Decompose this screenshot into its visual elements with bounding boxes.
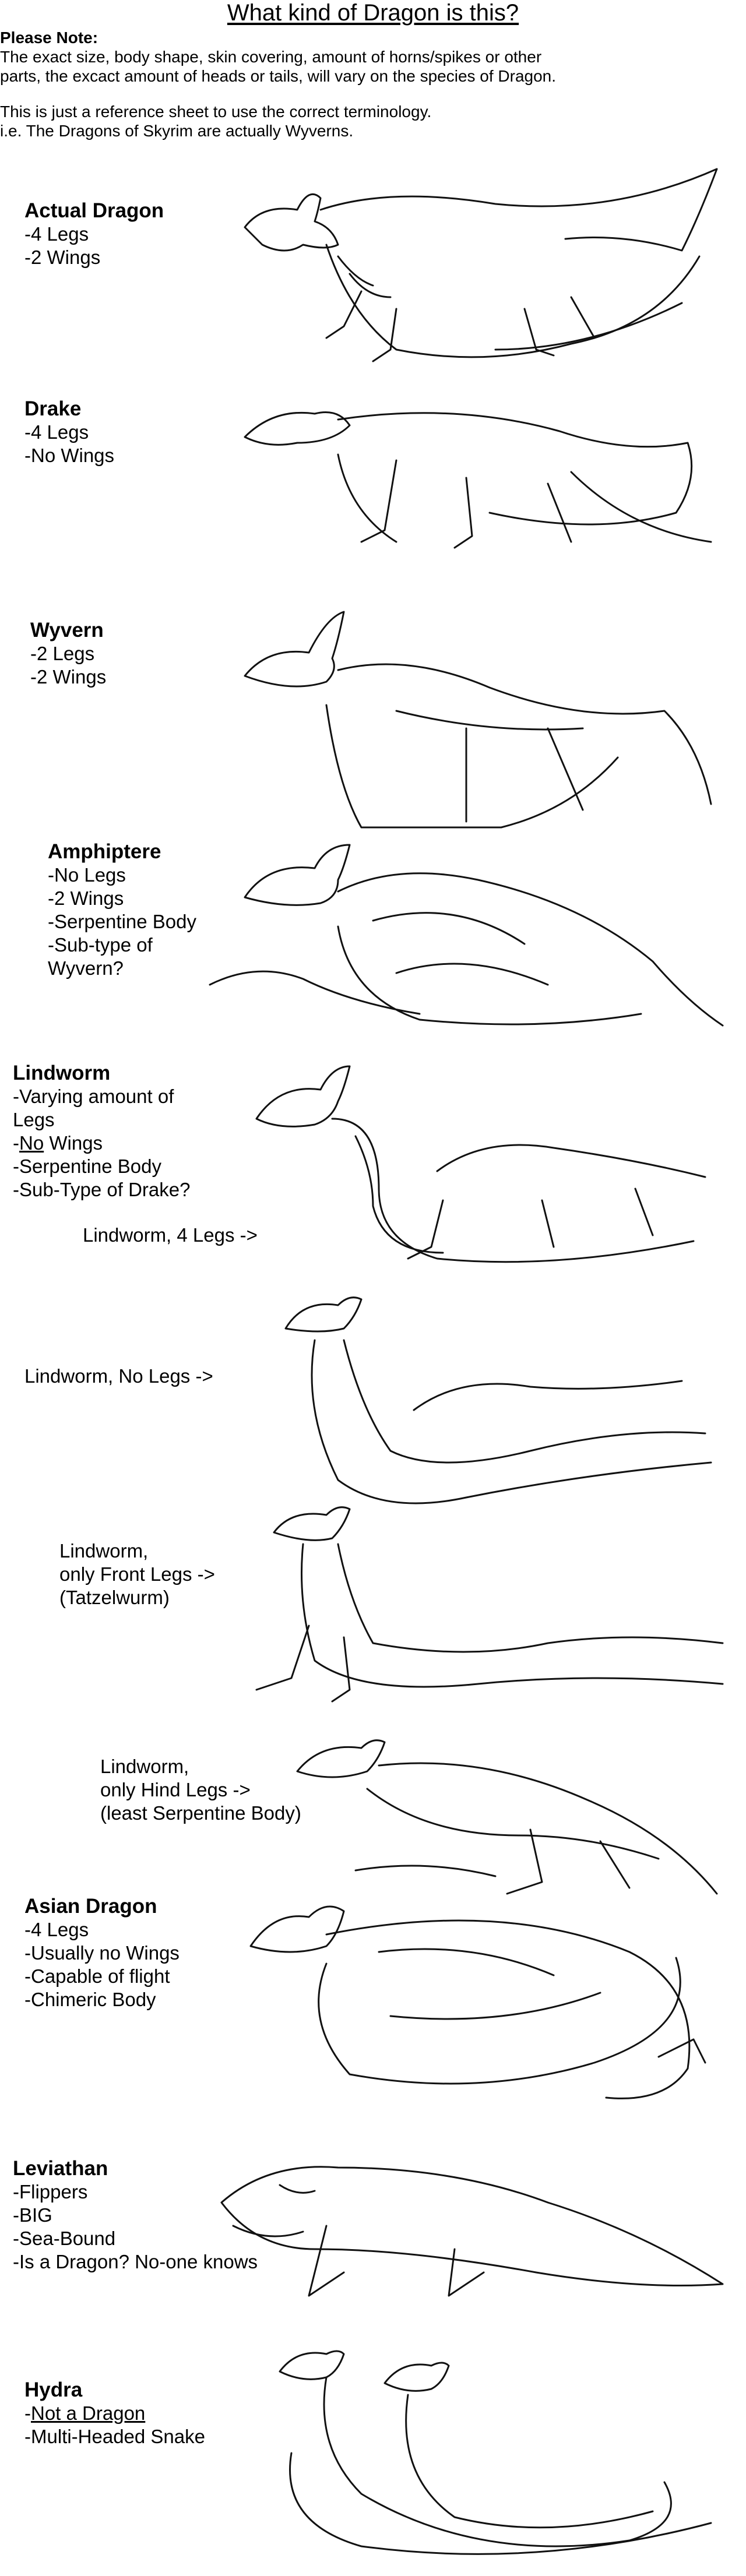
note-heading: Please Note:: [0, 29, 98, 47]
entry-trait: Wyvern?: [48, 957, 124, 979]
entry-trait: -Capable of flight: [24, 1965, 170, 1987]
note-line: parts, the excact amount of heads or tails, will vary on the species of Dragon.: [0, 67, 557, 85]
entry-amphiptere: [48, 840, 196, 980]
caption-lindworm-hind-legs: Lindworm, only Hind Legs -> (least Serpentine Body): [100, 1756, 301, 1824]
note-line: The exact size, body shape, skin covering, amount of horns/spikes or other: [0, 48, 542, 66]
entry-trait: -Sub-type of: [48, 934, 153, 956]
note-section: [0, 28, 734, 140]
entry-trait: -No Wings: [13, 1132, 103, 1154]
entry-name: Asian Dragon: [24, 1895, 157, 1918]
leviathan-illustration: [210, 2144, 734, 2331]
dragon-illustration: [221, 175, 734, 373]
entry-trait: -Usually no Wings: [24, 1942, 180, 1964]
entry-trait: -Multi-Headed Snake: [24, 2426, 205, 2447]
entry-hydra: [24, 2378, 205, 2448]
entry-name: Drake: [24, 397, 82, 420]
drake-illustration: [221, 373, 734, 559]
entry-asian-dragon: [24, 1895, 180, 2011]
entry-trait: -Flippers: [13, 2181, 88, 2203]
asian-dragon-illustration: [239, 1882, 734, 2103]
note-line: This is just a reference sheet to use the correct terminology.: [0, 103, 432, 121]
caption-lindworm-no-legs: Lindworm, No Legs ->: [24, 1365, 213, 1387]
lindworm-4-legs-illustration: [239, 1055, 734, 1270]
entry-trait: -No Legs: [48, 864, 126, 886]
entry-trait: -Serpentine Body: [48, 911, 196, 932]
entry-trait: -4 Legs: [24, 1919, 89, 1940]
entry-trait: -BIG: [13, 2204, 52, 2226]
entry-actual-dragon: [24, 199, 164, 269]
entry-name: Lindworm: [13, 1062, 111, 1084]
entry-trait: -Sea-Bound: [13, 2228, 116, 2249]
amphiptere-illustration: [221, 810, 734, 1031]
entry-trait: -2 Wings: [48, 887, 124, 909]
wyvern-illustration: [221, 589, 734, 833]
tatzelwurm-illustration: [239, 1509, 734, 1707]
page-title: What kind of Dragon is this?: [227, 0, 519, 26]
entry-trait: -Serpentine Body: [13, 1155, 161, 1177]
entry-trait: -4 Legs: [24, 223, 89, 245]
entry-trait: Legs: [13, 1109, 55, 1130]
entry-trait: -No Wings: [24, 445, 115, 466]
entry-trait: -Chimeric Body: [24, 1989, 156, 2010]
entry-trait: -Varying amount of: [13, 1086, 174, 1107]
entry-name: Actual Dragon: [24, 199, 164, 222]
entry-trait: -4 Legs: [24, 421, 89, 443]
entry-name: Wyvern: [30, 619, 104, 642]
entry-lindworm: [13, 1062, 190, 1201]
caption-lindworm-front-legs: Lindworm, only Front Legs -> (Tatzelwurm): [59, 1540, 215, 1608]
entry-name: Hydra: [24, 2378, 83, 2401]
entry-trait: -Not a Dragon: [24, 2402, 146, 2424]
entry-trait: -2 Legs: [30, 643, 95, 664]
entry-wyvern: [30, 619, 106, 689]
entry-name: Amphiptere: [48, 840, 161, 863]
entry-drake: [24, 397, 114, 467]
entry-name: Leviathan: [13, 2157, 108, 2180]
entry-trait: -2 Wings: [30, 666, 107, 688]
lindworm-no-legs-illustration: [239, 1294, 734, 1515]
lindworm-hind-legs-illustration: [274, 1725, 734, 1900]
entry-trait: -Sub-Type of Drake?: [13, 1179, 191, 1200]
note-line: i.e. The Dragons of Skyrim are actually Wyverns.: [0, 122, 354, 140]
caption-lindworm-4-legs: Lindworm, 4 Legs ->: [83, 1224, 258, 1246]
entry-trait: -Is a Dragon? No-one knows: [13, 2251, 258, 2272]
entry-trait: -2 Wings: [24, 246, 101, 268]
hydra-illustration: [256, 2337, 734, 2570]
